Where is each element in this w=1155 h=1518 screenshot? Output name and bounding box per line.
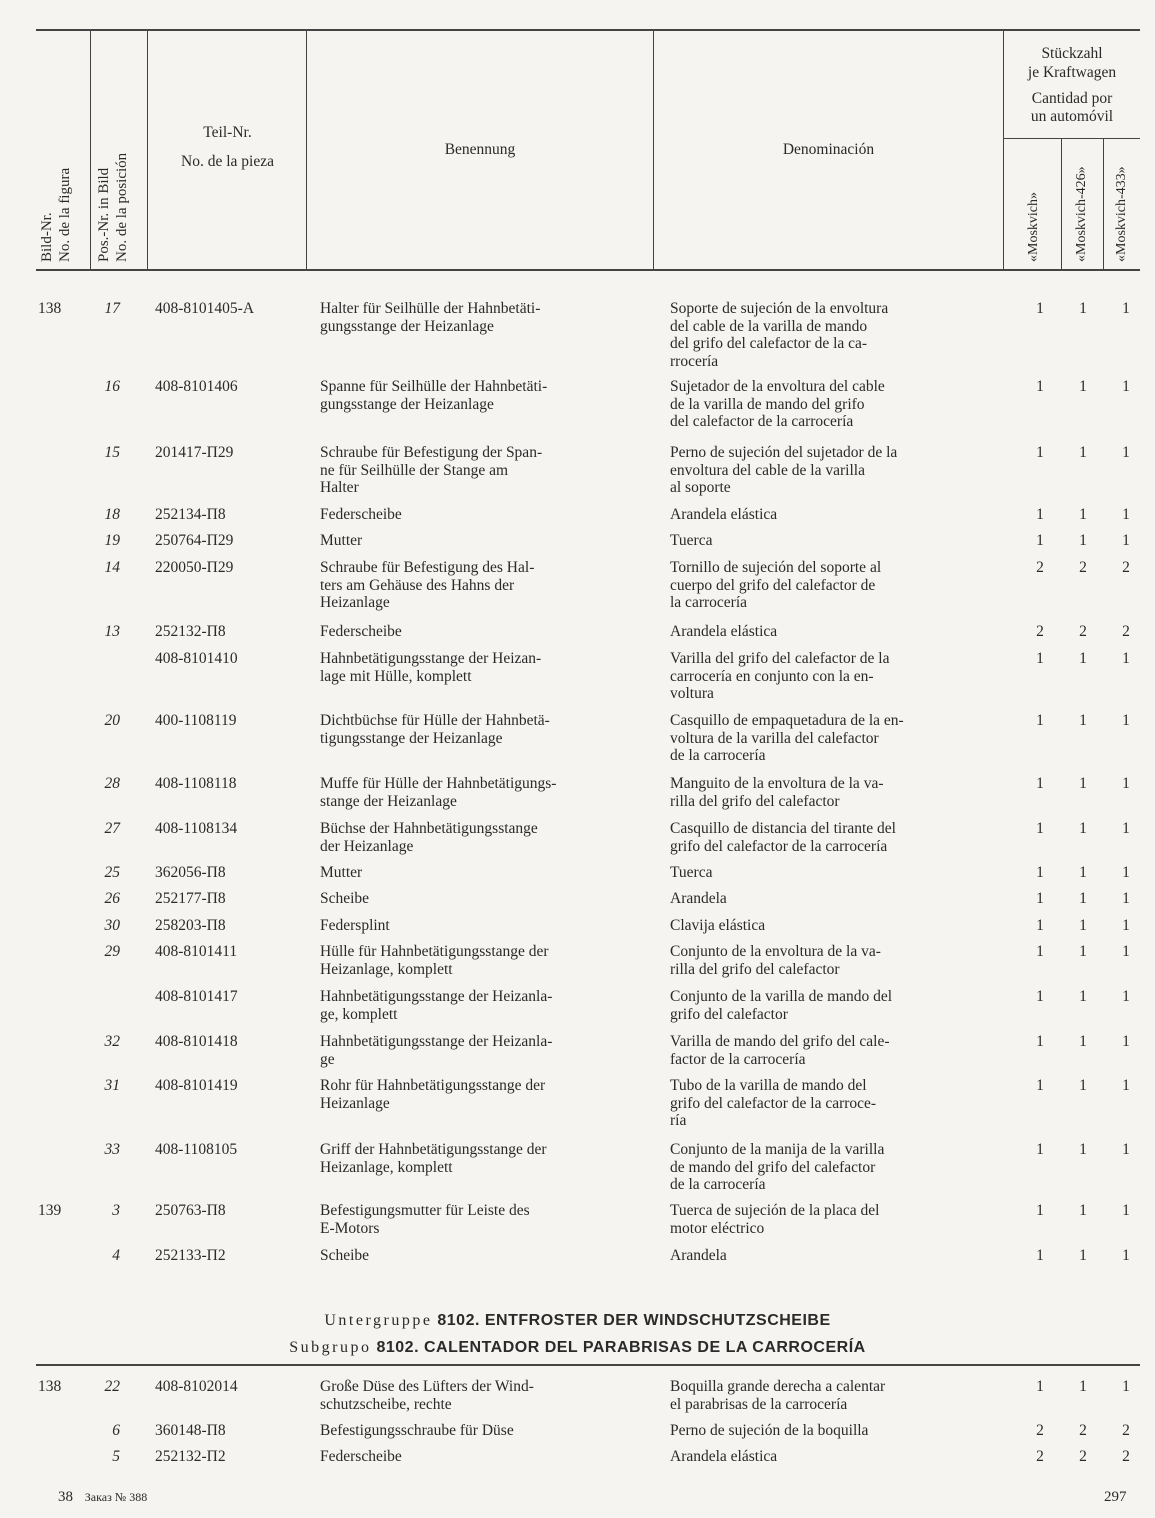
denominacion-text (670, 559, 984, 612)
denominacion-text (670, 943, 984, 978)
denominacion-text-line: grifo del calefactor de la carroce- (670, 1094, 877, 1112)
denominacion-text-line: la carrocería (670, 594, 748, 611)
qty-moskvich-426: 1 (1079, 300, 1087, 317)
denominacion-text-line: Tornillo de sujeción del soporte al (670, 559, 882, 576)
benennung-text-line: Federscheibe (320, 623, 402, 640)
benennung-text-line: Dichtbüchse für Hülle der Hahnbetä- (320, 712, 550, 729)
subgroup-title-de: Untergruppe 8102. ENTFROSTER DER WINDSCHUTZSCHEIBE (324, 1312, 831, 1329)
qty-moskvich-433: 2 (1122, 1422, 1130, 1439)
qty-moskvich-433: 1 (1122, 378, 1130, 395)
part-number: 408-1108134 (155, 820, 238, 837)
part-number: 252132-П2 (155, 1448, 226, 1465)
qty-moskvich-426: 1 (1079, 988, 1087, 1005)
qty-moskvich-433: 2 (1122, 559, 1130, 576)
denominacion-text-line: Tuerca de sujeción de la placa del (670, 1202, 880, 1219)
benennung-text (320, 559, 633, 612)
benennung-text (320, 1247, 633, 1265)
position-number: 4 (112, 1247, 120, 1264)
position-number: 19 (104, 532, 120, 549)
qty-moskvich-433: 1 (1122, 943, 1130, 960)
denominacion-text (670, 1033, 984, 1068)
position-number: 22 (104, 1378, 120, 1395)
part-number: 252132-П8 (155, 623, 226, 640)
denominacion-text-line: del cable de la varilla de mando (670, 317, 868, 335)
position-number: 14 (104, 559, 120, 576)
part-number: 408-1108118 (155, 775, 237, 792)
qty-moskvich: 1 (1036, 864, 1044, 881)
benennung-text (320, 917, 633, 935)
benennung-text (320, 444, 633, 497)
qty-moskvich-426: 2 (1079, 1422, 1087, 1439)
position-number: 33 (104, 1141, 120, 1158)
benennung-text-line: ters am Gehäuse des Hahns der (320, 576, 515, 594)
figure-number: 138 (38, 300, 62, 317)
denominacion-text-line: Arandela (670, 1247, 727, 1264)
denominacion-text-line: Manguito de la envoltura de la va- (670, 775, 884, 792)
qty-moskvich-433: 1 (1122, 988, 1130, 1005)
position-number: 25 (104, 864, 120, 881)
benennung-text (320, 864, 633, 882)
denominacion-text-line: ría (670, 1112, 687, 1129)
denominacion-text (670, 1422, 984, 1440)
denominacion-text-line: Arandela elástica (670, 623, 778, 640)
part-number: 400-1108119 (155, 712, 237, 729)
position-number: 17 (104, 300, 120, 317)
denominacion-text-line: Casquillo de distancia del tirante del (670, 820, 896, 837)
header-benennung: Benennung (444, 141, 516, 158)
figure-number: 138 (38, 1378, 62, 1395)
benennung-text-line: Muffe für Hülle der Hahnbetätigungs- (320, 775, 557, 792)
denominacion-text (670, 650, 984, 703)
signature-number: 38 (58, 1489, 73, 1505)
denominacion-text-line: Soporte de sujeción de la envoltura (670, 300, 889, 317)
denominacion-text-line: del calefactor de la carrocería (670, 413, 854, 430)
denominacion-text (670, 1077, 984, 1130)
benennung-text-line: E-Motors (320, 1219, 380, 1237)
benennung-text-line: gungsstange der Heizanlage (320, 317, 494, 335)
qty-moskvich-433: 1 (1122, 444, 1130, 461)
qty-moskvich-433: 1 (1122, 532, 1130, 549)
benennung-text-line: Befestigungsmutter für Leiste des (320, 1202, 530, 1219)
benennung-text-line: gungsstange der Heizanlage (320, 395, 494, 413)
qty-moskvich: 2 (1036, 559, 1044, 576)
benennung-text-line: Hahnbetätigungsstange der Heizanla- (320, 988, 553, 1005)
position-number: 18 (104, 506, 120, 523)
benennung-text-line: Halter (320, 479, 359, 496)
qty-moskvich: 1 (1036, 444, 1044, 461)
qty-moskvich: 1 (1036, 890, 1044, 907)
denominacion-text-line: envoltura del cable de la varilla (670, 461, 865, 479)
qty-moskvich-426: 1 (1079, 890, 1087, 907)
denominacion-text-line: Conjunto de la varilla de mando del (670, 988, 893, 1005)
qty-moskvich: 1 (1036, 1247, 1044, 1264)
qty-moskvich-426: 1 (1079, 712, 1087, 729)
benennung-text-line: Federscheibe (320, 1448, 402, 1465)
qty-moskvich: 1 (1036, 943, 1044, 960)
qty-moskvich: 1 (1036, 1141, 1044, 1158)
denominacion-text-line: grifo del calefactor (670, 1005, 788, 1023)
header-cantidad: Cantidad por un automóvil (1030, 90, 1114, 125)
part-number: 408-8101419 (155, 1077, 238, 1094)
benennung-text-line: Heizanlage (320, 594, 390, 611)
qty-moskvich: 1 (1036, 378, 1044, 395)
benennung-text-line: Heizanlage, komplett (320, 960, 453, 978)
denominacion-text-line: Boquilla grande derecha a calentar (670, 1378, 886, 1395)
qty-moskvich: 1 (1036, 1378, 1044, 1395)
page-number: 297 (1104, 1489, 1127, 1505)
qty-moskvich-433: 1 (1122, 300, 1130, 317)
qty-moskvich-433: 1 (1122, 1077, 1130, 1094)
denominacion-text-line: Tubo de la varilla de mando del (670, 1077, 867, 1094)
denominacion-text-line: al soporte (670, 479, 731, 496)
benennung-text-line: lage mit Hülle, komplett (320, 667, 472, 685)
benennung-text-line: Scheibe (320, 890, 370, 907)
denominacion-text (670, 378, 984, 431)
qty-moskvich-433: 2 (1122, 1448, 1130, 1465)
qty-moskvich-433: 1 (1122, 1202, 1130, 1219)
part-number: 408-8102014 (155, 1378, 238, 1395)
qty-moskvich: 1 (1036, 506, 1044, 523)
benennung-text (320, 506, 633, 524)
benennung-text-line: Schraube für Befestigung des Hal- (320, 559, 535, 576)
position-number: 16 (104, 378, 120, 395)
qty-moskvich-426: 1 (1079, 444, 1087, 461)
part-number: 360148-П8 (155, 1422, 226, 1439)
benennung-text-line: ne für Seilhülle der Stange am (320, 461, 509, 479)
qty-moskvich-426: 1 (1079, 775, 1087, 792)
benennung-text (320, 1077, 633, 1112)
qty-moskvich-426: 2 (1079, 623, 1087, 640)
subgroup-title-es: Subgrupo 8102. CALENTADOR DEL PARABRISAS DE LA CARROCERÍA (289, 1339, 866, 1356)
part-number: 252134-П8 (155, 506, 226, 523)
denominacion-text-line: Tuerca (670, 532, 713, 549)
qty-moskvich: 2 (1036, 1448, 1044, 1465)
denominacion-text-line: rilla del grifo del calefactor (670, 960, 840, 978)
qty-moskvich-433: 1 (1122, 650, 1130, 667)
header-model-3: «Moskvich-433» (1114, 166, 1129, 262)
denominacion-text-line: Sujetador de la envoltura del cable (670, 378, 885, 395)
denominacion-text (670, 988, 984, 1023)
benennung-text (320, 1422, 633, 1440)
qty-moskvich: 1 (1036, 820, 1044, 837)
qty-moskvich-426: 1 (1079, 917, 1087, 934)
denominacion-text (670, 775, 984, 810)
denominacion-text-line: carrocería en conjunto con la en- (670, 667, 874, 685)
qty-moskvich-433: 1 (1122, 1378, 1130, 1395)
part-number: 220050-П29 (155, 559, 234, 576)
denominacion-text-line: cuerpo del grifo del calefactor de (670, 576, 876, 594)
position-number: 31 (104, 1077, 120, 1094)
qty-moskvich-426: 1 (1079, 1378, 1087, 1395)
denominacion-text (670, 300, 984, 370)
denominacion-text-line: el parabrisas de la carrocería (670, 1395, 848, 1413)
header-pos-no: Pos.-Nr. in Bild No. de la posición (96, 152, 130, 262)
part-number: 408-8101411 (155, 943, 238, 960)
benennung-text (320, 712, 633, 747)
denominacion-text (670, 623, 984, 641)
qty-moskvich-426: 2 (1079, 559, 1087, 576)
benennung-text-line: Scheibe (320, 1247, 370, 1264)
benennung-text-line: schutzscheibe, rechte (320, 1395, 452, 1413)
benennung-text (320, 378, 633, 413)
part-number: 250763-П8 (155, 1202, 226, 1219)
qty-moskvich-433: 1 (1122, 1247, 1130, 1264)
position-number: 26 (104, 890, 120, 907)
part-number: 408-8101406 (155, 378, 238, 395)
denominacion-text-line: motor eléctrico (670, 1219, 765, 1237)
qty-moskvich-426: 1 (1079, 1247, 1087, 1264)
position-number: 13 (104, 623, 120, 640)
position-number: 32 (104, 1033, 120, 1050)
denominacion-text (670, 444, 984, 497)
position-number: 5 (112, 1448, 120, 1465)
position-number: 6 (112, 1422, 120, 1439)
qty-moskvich-433: 1 (1122, 890, 1130, 907)
qty-moskvich: 1 (1036, 988, 1044, 1005)
benennung-text-line: Rohr für Hahnbetätigungsstange der (320, 1077, 546, 1094)
header-stueckzahl: Stückzahl je Kraftwagen (1027, 45, 1117, 81)
benennung-text-line: Große Düse des Lüfters der Wind- (320, 1378, 534, 1395)
benennung-text (320, 1202, 633, 1237)
denominacion-text-line: Tuerca (670, 864, 713, 881)
denominacion-text-line: Clavija elástica (670, 917, 766, 934)
denominacion-text (670, 820, 984, 855)
qty-moskvich-433: 1 (1122, 1033, 1130, 1050)
benennung-text-line: Hahnbetätigungsstange der Heizanla- (320, 1033, 553, 1050)
benennung-text (320, 650, 633, 685)
part-number: 408-8101417 (155, 988, 238, 1005)
benennung-text-line: Büchse der Hahnbetätigungsstange (320, 820, 538, 837)
qty-moskvich: 1 (1036, 300, 1044, 317)
qty-moskvich-426: 1 (1079, 1033, 1087, 1050)
qty-moskvich: 1 (1036, 712, 1044, 729)
benennung-text (320, 943, 633, 978)
qty-moskvich-433: 1 (1122, 1141, 1130, 1158)
footer-left (58, 1489, 147, 1506)
benennung-text-line: Heizanlage, komplett (320, 1158, 453, 1176)
denominacion-text-line: Conjunto de la envoltura de la va- (670, 943, 881, 960)
part-number: 258203-П8 (155, 917, 226, 934)
qty-moskvich-426: 2 (1079, 1448, 1087, 1465)
benennung-text-line: Hahnbetätigungsstange der Heizan- (320, 650, 542, 667)
position-number: 28 (104, 775, 120, 792)
qty-moskvich: 1 (1036, 917, 1044, 934)
header-part-no: Teil-Nr. No. de la pieza (181, 124, 274, 170)
benennung-text (320, 1033, 633, 1068)
qty-moskvich-433: 2 (1122, 623, 1130, 640)
position-number: 20 (104, 712, 120, 729)
denominacion-text (670, 1141, 984, 1194)
qty-moskvich-433: 1 (1122, 917, 1130, 934)
denominacion-text-line: rilla del grifo del calefactor (670, 792, 840, 810)
part-number: 201417-П29 (155, 444, 234, 461)
qty-moskvich-426: 1 (1079, 506, 1087, 523)
denominacion-text-line: Conjunto de la manija de la varilla (670, 1141, 885, 1158)
benennung-text-line: Spanne für Seilhülle der Hahnbetäti- (320, 378, 548, 395)
benennung-text-line: Befestigungsschraube für Düse (320, 1422, 514, 1439)
header-denominacion: Denominación (782, 141, 875, 158)
part-number: 408-8101405-А (155, 300, 255, 317)
qty-moskvich-433: 1 (1122, 506, 1130, 523)
denominacion-text-line: del grifo del calefactor de la ca- (670, 335, 868, 352)
denominacion-text-line: rrocería (670, 352, 719, 370)
benennung-text-line: stange der Heizanlage (320, 792, 457, 810)
qty-moskvich-426: 1 (1079, 1202, 1087, 1219)
denominacion-text (670, 506, 984, 524)
benennung-text (320, 988, 633, 1023)
benennung-text-line: tigungsstange der Heizanlage (320, 729, 503, 747)
position-number: 3 (112, 1202, 120, 1219)
benennung-text-line: ge (320, 1050, 335, 1068)
qty-moskvich: 1 (1036, 775, 1044, 792)
benennung-text (320, 623, 633, 641)
qty-moskvich: 2 (1036, 623, 1044, 640)
qty-moskvich-426: 1 (1079, 1141, 1087, 1158)
qty-moskvich: 1 (1036, 1077, 1044, 1094)
denominacion-text (670, 1247, 984, 1265)
denominacion-text-line: de la carrocería (670, 747, 766, 764)
qty-moskvich-426: 1 (1079, 378, 1087, 395)
part-number: 362056-П8 (155, 864, 226, 881)
qty-moskvich: 1 (1036, 650, 1044, 667)
denominacion-text-line: Varilla de mando del grifo del cale- (670, 1033, 890, 1050)
benennung-text-line: Federsplint (320, 917, 390, 934)
position-number: 29 (104, 943, 120, 960)
denominacion-text-line: voltura de la varilla del calefactor (670, 729, 879, 747)
qty-moskvich: 1 (1036, 1202, 1044, 1219)
part-number: 408-8101410 (155, 650, 238, 667)
denominacion-text-line: grifo del calefactor de la carrocería (670, 837, 888, 855)
qty-moskvich-426: 1 (1079, 943, 1087, 960)
part-number: 408-8101418 (155, 1033, 238, 1050)
denominacion-text-line: Casquillo de empaquetadura de la en- (670, 712, 904, 729)
denominacion-text-line: de mando del grifo del calefactor (670, 1158, 876, 1176)
qty-moskvich-426: 1 (1079, 864, 1087, 881)
qty-moskvich-433: 1 (1122, 864, 1130, 881)
benennung-text (320, 532, 633, 550)
benennung-text (320, 1141, 633, 1176)
denominacion-text (670, 864, 984, 882)
denominacion-text (670, 890, 984, 908)
denominacion-text-line: Perno de sujeción del sujetador de la (670, 444, 898, 461)
denominacion-text-line: voltura (670, 685, 714, 702)
denominacion-text (670, 917, 984, 935)
benennung-text-line: Griff der Hahnbetätigungsstange der (320, 1141, 547, 1158)
denominacion-text (670, 712, 984, 765)
benennung-text-line: Heizanlage (320, 1094, 390, 1112)
benennung-text (320, 820, 633, 855)
qty-moskvich-426: 1 (1079, 820, 1087, 837)
qty-moskvich-426: 1 (1079, 1077, 1087, 1094)
figure-number: 139 (38, 1202, 62, 1219)
position-number: 15 (104, 444, 120, 461)
qty-moskvich-433: 1 (1122, 712, 1130, 729)
benennung-text (320, 1448, 633, 1466)
part-number: 250764-П29 (155, 532, 234, 549)
denominacion-text (670, 1448, 984, 1466)
denominacion-text (670, 1202, 984, 1237)
benennung-text (320, 1378, 633, 1413)
benennung-text-line: der Heizanlage (320, 837, 414, 855)
position-number: 27 (104, 820, 120, 837)
benennung-text-line: Hülle für Hahnbetätigungsstange der (320, 943, 549, 960)
qty-moskvich-426: 1 (1079, 532, 1087, 549)
qty-moskvich: 2 (1036, 1422, 1044, 1439)
qty-moskvich-433: 1 (1122, 820, 1130, 837)
denominacion-text-line: de la carrocería (670, 1176, 766, 1193)
qty-moskvich-433: 1 (1122, 775, 1130, 792)
denominacion-text-line: Arandela elástica (670, 506, 778, 523)
denominacion-text-line: Perno de sujeción de la boquilla (670, 1422, 869, 1439)
denominacion-text-line: Varilla del grifo del calefactor de la (670, 650, 890, 667)
part-number: 252133-П2 (155, 1247, 226, 1264)
denominacion-text-line: Arandela elástica (670, 1448, 778, 1465)
benennung-text (320, 775, 633, 810)
qty-moskvich: 1 (1036, 532, 1044, 549)
position-number: 30 (104, 917, 120, 934)
benennung-text (320, 890, 633, 908)
denominacion-text (670, 532, 984, 550)
part-number: 408-1108105 (155, 1141, 238, 1158)
benennung-text-line: Schraube für Befestigung der Span- (320, 444, 543, 461)
benennung-text-line: Halter für Seilhülle der Hahnbetäti- (320, 300, 541, 317)
denominacion-text-line: Arandela (670, 890, 727, 907)
header-fig-no: Bild-Nr. No. de la figura (39, 167, 73, 262)
order-note: Заказ № 388 (84, 1490, 148, 1504)
benennung-text-line: ge, komplett (320, 1005, 398, 1023)
benennung-text-line: Federscheibe (320, 506, 402, 523)
benennung-text (320, 300, 633, 335)
benennung-text-line: Mutter (320, 532, 363, 549)
denominacion-text (670, 1378, 984, 1413)
qty-moskvich-426: 1 (1079, 650, 1087, 667)
denominacion-text-line: factor de la carrocería (670, 1050, 806, 1068)
header-model-2: «Moskvich-426» (1074, 166, 1089, 262)
header-model-1: «Moskvich» (1026, 192, 1041, 262)
part-number: 252177-П8 (155, 890, 226, 907)
benennung-text-line: Mutter (320, 864, 363, 881)
denominacion-text-line: de la varilla de mando del grifo (670, 395, 865, 413)
qty-moskvich: 1 (1036, 1033, 1044, 1050)
